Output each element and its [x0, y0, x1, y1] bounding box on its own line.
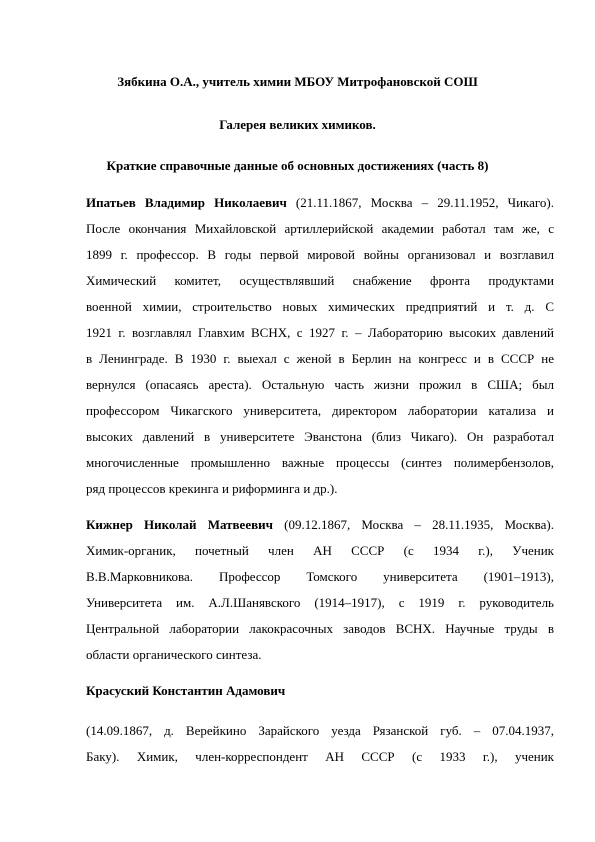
- entry-line: вернулся (опасаясь ареста). Остальную часть жизни прожил в США; был: [86, 377, 554, 392]
- entry-krasusky-body: [86, 718, 554, 770]
- entry-name: Кижнер Николай Матвеевич: [86, 517, 273, 532]
- entry-line: (14.09.1867, д. Верейкино Зарайского уезда Рязанской губ. – 07.04.1937,: [86, 723, 554, 738]
- entry-line: области органического синтеза.: [86, 647, 262, 662]
- entry-line: Баку). Химик, член-корреспондент АН СССР (с 1933 г.), ученик: [86, 749, 554, 764]
- entry-line: Центральной лаборатории лакокрасочных заводов ВСНХ. Научные труды в: [86, 621, 554, 636]
- author-line: Зябкина О.А., учитель химии МБОУ Митрофановской СОШ: [117, 74, 478, 89]
- subtitle: Краткие справочные данные об основных достижениях (часть 8): [106, 158, 489, 173]
- entry-line: Химический комитет, осуществлявший снабжение фронта продуктами: [86, 273, 554, 288]
- entry-name-line: [86, 678, 554, 704]
- entry-line: После окончания Михайловской артиллерийской академии работал там же, с: [86, 221, 554, 236]
- entry-line: Ипатьев Владимир Николаевич (21.11.1867, Москва – 29.11.1952, Чикаго).: [86, 195, 554, 210]
- entry-line: Кижнер Николай Матвеевич (09.12.1867, Москва – 28.11.1935, Москва).: [86, 517, 554, 532]
- entry-line: военной химии, строительство новых химических предприятий и т. д. С: [86, 299, 554, 314]
- entry-line: многочисленные промышленно важные процессы (синтез полимербензолов,: [86, 455, 554, 470]
- entry-line: профессором Чикагского университета, директором лаборатории катализа и: [86, 403, 554, 418]
- entry-line: высоких давлений в университете Эванстона (близ Чикаго). Он разработал: [86, 429, 554, 444]
- entry-line: ряд процессов крекинга и риформинга и др.).: [86, 481, 338, 496]
- entry-name: Красуский Константин Адамович: [86, 683, 286, 698]
- entry-kizhner: [86, 512, 554, 668]
- gallery-title: Галерея великих химиков.: [219, 117, 376, 132]
- entry-line: Университета им. А.Л.Шанявского (1914–1917), с 1919 г. руководитель: [86, 595, 554, 610]
- entry-line: В.В.Марковникова. Профессор Томского университета (1901–1913),: [86, 569, 554, 584]
- entry-name: Ипатьев Владимир Николаевич: [86, 195, 287, 210]
- entry-line: Химик-органик, почетный член АН СССР (с 1934 г.), Ученик: [86, 543, 554, 558]
- entry-line: 1921 г. возглавлял Главхим ВСНХ, с 1927 г. – Лабораторию высоких давлений: [86, 325, 554, 340]
- entry-krasusky: [86, 678, 554, 704]
- entry-line: в Ленинграде. В 1930 г. выехал с женой в Берлин на конгресс и в СССР не: [86, 351, 554, 366]
- entry-ipatiev: [86, 190, 554, 502]
- entry-line: 1899 г. профессор. В годы первой мировой войны организовал и возглавил: [86, 247, 554, 262]
